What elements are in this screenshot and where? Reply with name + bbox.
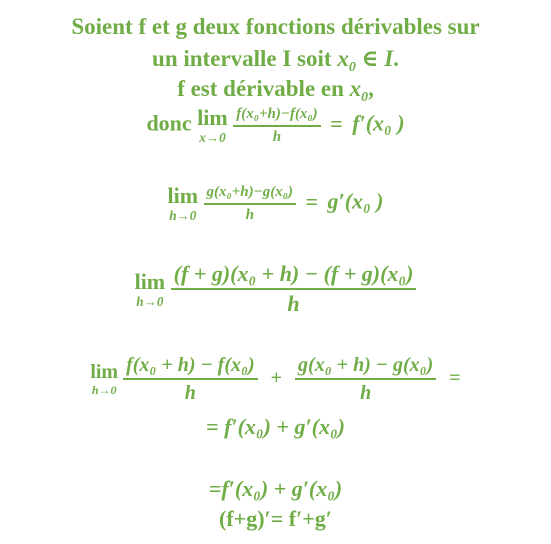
f-derivative-limit	[0, 106, 551, 145]
intro-line-1	[0, 14, 551, 40]
conclusion: (f+g)′= f′+g′	[219, 506, 332, 531]
conclusion-line	[0, 506, 551, 532]
f-split-quotient: $\frac{\text{f(x₀ + h) − f(x₀)}}{h}$	[123, 354, 258, 404]
result-1: = f′(x₀) + g′(x₀)	[206, 414, 345, 439]
f-difference-quotient: $\frac{\text{f(x₀+h)−f(x₀)}}{h}$	[233, 106, 320, 145]
split-lim: lim h→0	[90, 361, 119, 397]
intro-text-2: un intervalle I soit	[152, 46, 338, 71]
intro-line-2	[0, 45, 551, 75]
intro-line-3	[0, 76, 551, 105]
intro-text-1: Soient f et g deux fonctions dérivables sur	[71, 14, 480, 39]
donc-label: donc	[146, 110, 198, 136]
element-of-symbol: ∈	[355, 46, 385, 71]
sum-difference-quotient: $\frac{\text{(f + g)(x₀ + h) − (f + g)(x₀)}}{h}$	[171, 262, 417, 316]
comma: ,	[368, 76, 374, 101]
result-line-1	[0, 414, 551, 440]
g-difference-quotient: $\frac{\text{g(x₀+h)−g(x₀)}}{h}$	[204, 184, 296, 223]
x0-variable-2: $x_0$	[349, 76, 369, 104]
g-lim: lim h→0	[167, 182, 199, 223]
sum-derivative-limit	[0, 262, 551, 316]
split-derivative-limit	[0, 354, 551, 404]
interval-name: I	[384, 46, 394, 71]
g-prime-x0: g′(x₀ )	[327, 188, 384, 214]
split-equals: =	[449, 366, 461, 389]
f-lim: lim x→0	[197, 104, 228, 145]
period: .	[393, 46, 399, 71]
g-equals: =	[305, 188, 318, 214]
x0-variable: $x_0$	[337, 46, 356, 74]
f-equals: =	[330, 110, 343, 136]
result-line-2	[0, 476, 551, 502]
sum-lim: lim h→0	[134, 268, 166, 309]
g-split-quotient: $\frac{\text{g(x₀ + h) − g(x₀)}}{h}$	[295, 354, 436, 404]
intro-text-3: f est dérivable en	[177, 76, 350, 101]
g-derivative-limit	[0, 184, 551, 223]
f-prime-x0: f′(x₀ )	[352, 110, 405, 136]
result-2: =f′(x₀) + g′(x₀)	[208, 476, 343, 501]
plus-sign: +	[270, 366, 283, 389]
